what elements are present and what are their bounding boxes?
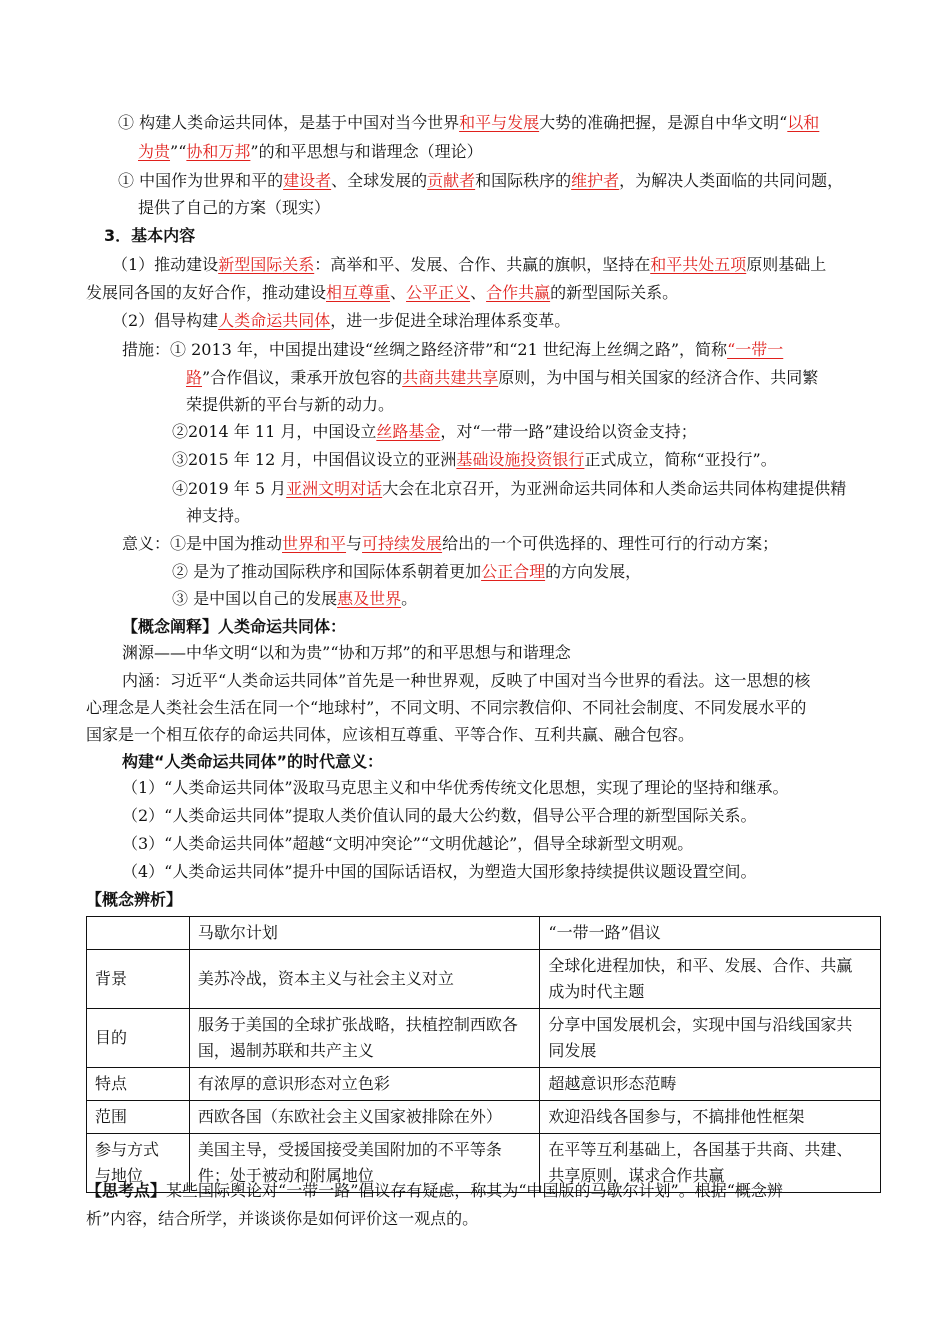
- table-row: [87, 1068, 881, 1101]
- table-header-row: [87, 917, 881, 950]
- think-point-line-2: 析”内容，结合所学，并谈谈你是如何评价这一观点的。: [86, 1209, 479, 1228]
- era-item-3: （3）“人类命运共同体”超越“文明冲突论”“文明优越论”，倡导全球新型文明观。: [122, 834, 694, 853]
- table-header-cell: 马歇尔计划: [189, 917, 540, 950]
- point-reality-line-1: ① 中国作为世界和平的建设者、全球发展的贡献者和国际秩序的维护者，为解决人类面临的共同问题，: [118, 171, 844, 190]
- table-cell: 服务于美国的全球扩张战略，扶植控制西欧各 国，遏制苏联和共产主义: [189, 1009, 540, 1068]
- concept-title: 【概念阐释】人类命运共同体：: [122, 617, 347, 636]
- table-cell: 西欧各国（东欧社会主义国家被排除在外）: [189, 1101, 540, 1134]
- point-theory-line-1: ① 构建人类命运共同体，是基于中国对当今世界和平与发展大势的准确把握，是源自中华文明“以和: [118, 113, 820, 132]
- think-point-title: 【思考点】: [86, 1181, 167, 1200]
- era-item-2: （2）“人类命运共同体”提取人类价值认同的最大公约数，倡导公平合理的新型国际关系。: [122, 806, 757, 825]
- measure-4-line-2: 神支持。: [186, 506, 251, 525]
- table-cell: 有浓厚的意识形态对立色彩: [189, 1068, 540, 1101]
- measure-4-line-1: ④2019 年 5 月亚洲文明对话大会在北京召开，为亚洲命运共同体和人类命运共同体构建提供精: [172, 479, 847, 498]
- table-cell: 分享中国发展机会，实现中国与沿线国家共 同发展: [540, 1009, 881, 1068]
- table-row-label: 目的: [87, 1009, 190, 1068]
- measure-3-line: ③2015 年 12 月，中国倡议设立的亚洲基础设施投资银行正式成立，简称“亚投行”。: [172, 450, 777, 469]
- comparison-table: [86, 916, 881, 1193]
- table-header-cell: “一带一路”倡议: [540, 917, 881, 950]
- keyword-xiehe-wanbang: 协和万邦: [186, 142, 251, 161]
- table-row: [87, 950, 881, 1009]
- table-cell: 在平等互利基础上，各国基于共商、共建、 共享原则，谋求合作共赢: [540, 1134, 881, 1193]
- table-cell: 全球化进程加快，和平、发展、合作、共赢 成为时代主题: [540, 950, 881, 1009]
- era-item-4: （4）“人类命运共同体”提升中国的国际话语权，为塑造大国形象持续提供议题设置空间。: [122, 862, 757, 881]
- table-row-label: 范围: [87, 1101, 190, 1134]
- measure-1-line-1: 措施：① 2013 年，中国提出建设“丝绸之路经济带”和“21 世纪海上丝绸之路”，简称“一带一: [122, 340, 784, 359]
- content-2-line: （2）倡导构建人类命运共同体，进一步促进全球治理体系变革。: [112, 311, 571, 330]
- table-row-label: 背景: [87, 950, 190, 1009]
- concept-origin: 渊源——中华文明“以和为贵”“协和万邦”的和平思想与和谐理念: [122, 643, 571, 662]
- point-theory-line-2: 为贵”“协和万邦”的和平思想与和谐理念（理论）: [138, 142, 483, 161]
- measure-1-line-3: 荣提供新的平台与新的动力。: [186, 395, 395, 414]
- significance-1-line: 意义：①是中国为推动世界和平与可持续发展给出的一个可供选择的、理性可行的行动方案；: [122, 534, 779, 553]
- section-heading: 3．基本内容: [104, 226, 196, 245]
- significance-2-line: ② 是为了推动国际秩序和国际体系朝着更加公正合理的方向发展，: [172, 562, 642, 581]
- table-row: [87, 1009, 881, 1068]
- measure-1-line-2: 路”合作倡议，秉承开放包容的共商共建共享原则，为中国与相关国家的经济合作、共同繁: [186, 368, 819, 387]
- table-row-label: 特点: [87, 1068, 190, 1101]
- content-1-line-1: （1）推动建设新型国际关系：高举和平、发展、合作、共赢的旗帜，坚持在和平共处五项原则基础上: [112, 255, 827, 274]
- table-cell: 美国主导，受援国接受美国附加的不平等条 件；处于被动和附属地位: [189, 1134, 540, 1193]
- era-significance-title: 构建“人类命运共同体”的时代意义：: [122, 752, 384, 771]
- keyword-peace-development: 和平与发展: [459, 113, 540, 132]
- measure-2-line: ②2014 年 11 月，中国设立丝路基金，对“一带一路”建设给以资金支持；: [172, 422, 697, 441]
- think-point-line-1: 【思考点】某些国际舆论对“一带一路”倡议存有疑虑，称其为“中国版的马歇尔计划”。根据“概念辨: [86, 1181, 783, 1200]
- table-header-cell: [87, 917, 190, 950]
- significance-3-line: ③ 是中国以自己的发展惠及世界。: [172, 589, 418, 608]
- table-cell: 美苏冷战，资本主义与社会主义对立: [189, 950, 540, 1009]
- content-1-line-2: 发展同各国的友好合作，推动建设相互尊重、公平正义、合作共赢的新型国际关系。: [86, 283, 679, 302]
- concept-connotation-3: 国家是一个相互依存的命运共同体，应该相互尊重、平等合作、互利共赢、融合包容。: [86, 725, 695, 744]
- concept-connotation-2: 心理念是人类社会生活在同一个“地球村”，不同文明、不同宗教信仰、不同社会制度、不同发展水平的: [86, 698, 807, 717]
- table-row: [87, 1101, 881, 1134]
- table-row-label: 参与方式 与地位: [87, 1134, 190, 1193]
- era-item-1: （1）“人类命运共同体”汲取马克思主义和中华优秀传统文化思想，实现了理论的坚持和继承。: [122, 778, 789, 797]
- table-cell: 超越意识形态范畴: [540, 1068, 881, 1101]
- point-reality-line-2: 提供了自己的方案（现实）: [138, 198, 331, 217]
- table-cell: 欢迎沿线各国参与，不搞排他性框架: [540, 1101, 881, 1134]
- concept-connotation-1: 内涵：习近平“人类命运共同体”首先是一种世界观，反映了中国对当今世界的看法。这一思想的核: [122, 671, 811, 690]
- analysis-title: 【概念辨析】: [86, 890, 183, 909]
